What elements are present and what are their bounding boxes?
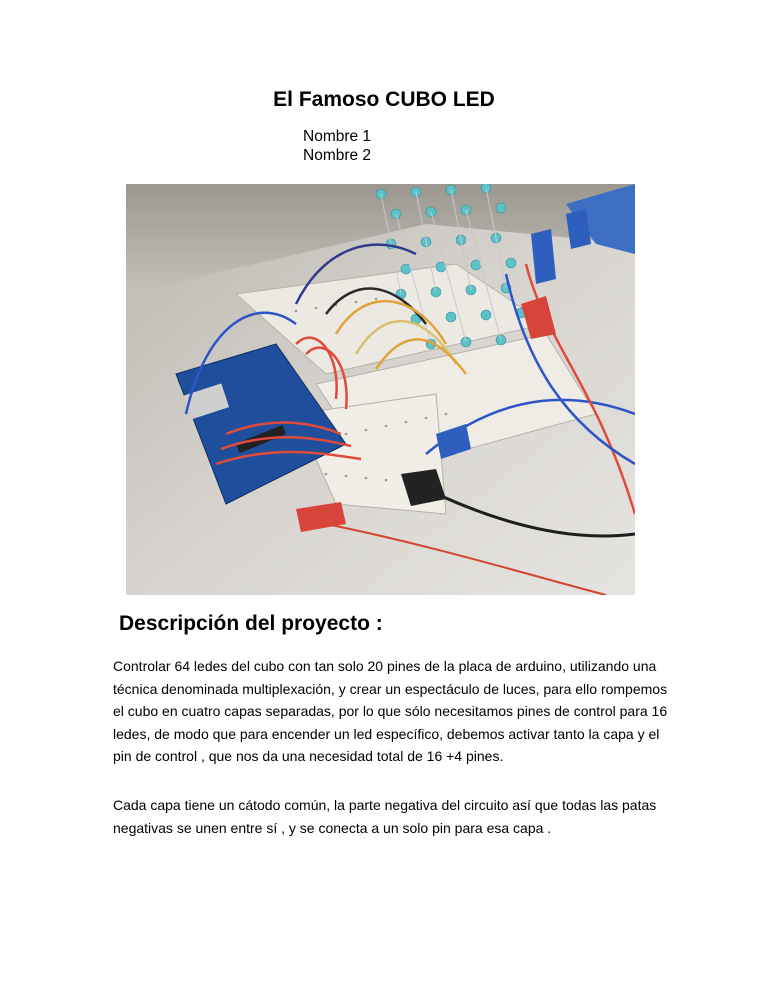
author-list bbox=[303, 127, 371, 165]
section-heading: Descripción del proyecto : bbox=[119, 612, 383, 635]
author-name-1: Nombre 1 bbox=[303, 128, 372, 145]
document-title: El Famoso CUBO LED bbox=[273, 88, 495, 111]
led-cube-photo bbox=[126, 184, 635, 595]
paragraph-2: Cada capa tiene un cátodo común, la parte negativa del circuito así que todas las patas negativas se unen entre sí , y se conecta a un solo pin para esa capa . bbox=[113, 797, 657, 836]
paragraph-1: Controlar 64 ledes del cubo con tan solo 20 pines de la placa de arduino, utilizando una técnica denominada multiplexación, y crear un espectáculo de luces, para ello rompemos el cubo en cuatro capas separadas, por lo que sólo necesitamos pines de control para 16 ledes, de modo que para encender un led específico, debemos activar tanto la capa y el pin de control , que nos da una necesidad total de 16 +4 pines. bbox=[113, 658, 668, 764]
author-name-2: Nombre 2 bbox=[303, 147, 372, 164]
